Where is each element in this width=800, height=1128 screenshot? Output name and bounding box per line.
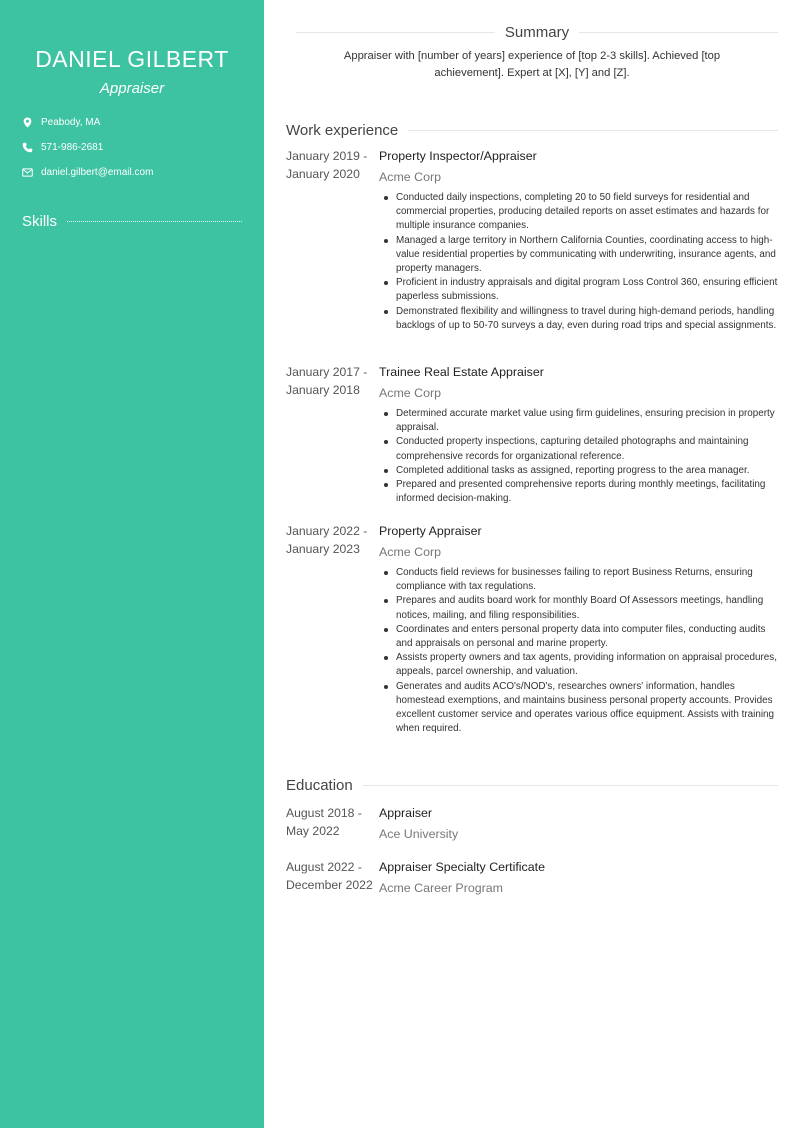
education-dates — [286, 858, 376, 894]
job-bullet: Demonstrated flexibility and willingness to travel during high-demand periods, handling backlogs of up to 50-70 surveys a day, even during road trips and special assignments. — [379, 305, 778, 333]
email-link[interactable]: daniel.gilbert@email.com — [41, 167, 154, 178]
job-bullet: Prepared and presented comprehensive reports during monthly meetings, facilitating informed decision-making. — [379, 478, 778, 506]
education-end-date: May 2022 — [286, 824, 340, 838]
map-pin-icon — [22, 117, 33, 128]
job-bullets — [379, 566, 778, 736]
job-bullet: Conducted property inspections, capturing detailed photographs and maintaining comprehensive records for organizational reference. — [379, 435, 778, 463]
summary-divider-right — [579, 32, 778, 33]
job-bullet: Assists property owners and tax agents, providing information on appraisal procedures, appeals, parcel ownership, and valuation. — [379, 651, 778, 679]
job-bullet: Managed a large territory in Northern California Counties, coordinating access to high-value residential properties by communicating with underwriting, insurance agents, and property managers. — [379, 234, 778, 277]
contact-location — [22, 110, 252, 135]
education-title: Appraiser — [379, 806, 433, 820]
education-body — [379, 858, 778, 897]
job-dates — [286, 363, 376, 399]
education-start-date: August 2022 - — [286, 860, 362, 874]
skills-heading — [22, 213, 242, 230]
candidate-role: Appraiser — [99, 80, 165, 97]
summary-divider-left — [296, 32, 495, 33]
job-dates — [286, 522, 376, 558]
education-school: Ace University — [379, 827, 459, 841]
summary-text: Appraiser with [number of years] experience of [top 2-3 skills]. Achieved [top achievement]. Expert at [X], [Y] and [Z]. — [343, 50, 721, 79]
job-body — [379, 363, 778, 506]
location-text: Peabody, MA — [41, 117, 101, 128]
job-bullet: Completed additional tasks as assigned, reporting progress to the area manager. — [379, 464, 778, 478]
sidebar — [0, 0, 264, 1128]
job-title: Property Appraiser — [379, 524, 482, 538]
job-bullets — [379, 407, 778, 506]
job-bullet: Prepares and audits board work for monthly Board Of Assessors meetings, handling notices, mailing, and filing responsibilities. — [379, 594, 778, 622]
education-body — [379, 804, 778, 843]
job-end-date: January 2023 — [286, 542, 360, 556]
summary-heading — [296, 24, 778, 41]
candidate-name: DANIEL GILBERT — [35, 46, 229, 72]
skills-divider — [67, 221, 242, 222]
education-start-date: August 2018 - — [286, 806, 362, 820]
work-divider — [408, 130, 778, 131]
job-body — [379, 522, 778, 736]
job-title: Trainee Real Estate Appraiser — [379, 365, 544, 379]
job-bullet: Coordinates and enters personal property data into computer files, conducting audits and appraisals on personal and marine property. — [379, 623, 778, 651]
job-body — [379, 147, 778, 333]
phone-text: 571-986-2681 — [41, 142, 104, 153]
work-heading — [286, 122, 778, 139]
education-divider — [363, 785, 778, 786]
job-title: Property Inspector/Appraiser — [379, 149, 537, 163]
job-bullet: Conducts field reviews for businesses failing to report Business Returns, ensuring compliance with tax regulations. — [379, 566, 778, 594]
job-start-date: January 2022 - — [286, 524, 368, 538]
job-bullet: Conducted daily inspections, completing 20 to 50 field surveys for residential and commercial properties, producing detailed reports on asset estimates and hazards for multiple insurance companies. — [379, 191, 778, 234]
job-bullet: Proficient in industry appraisals and digital program Loss Control 360, ensuring efficient paperless submissions. — [379, 276, 778, 304]
job-end-date: January 2020 — [286, 167, 360, 181]
contact-email[interactable] — [22, 160, 252, 185]
phone-icon — [22, 142, 33, 153]
job-bullet: Determined accurate market value using firm guidelines, ensuring precision in property appraisal. — [379, 407, 778, 435]
education-heading-text: Education — [286, 777, 353, 794]
summary-heading-text: Summary — [504, 24, 570, 41]
job-start-date: January 2019 - — [286, 149, 368, 163]
contact-phone — [22, 135, 252, 160]
education-heading — [286, 777, 778, 794]
education-title: Appraiser Specialty Certificate — [379, 860, 545, 874]
contact-list — [22, 110, 252, 185]
job-bullet: Generates and audits ACO's/NOD's, researches owners' information, handles homestead exemptions, and maintains business personal property accounts. Provides excellent customer service and operates various office equipment. Assists with training when required. — [379, 680, 778, 737]
job-company: Acme Corp — [379, 545, 441, 559]
envelope-icon — [22, 167, 33, 178]
education-dates — [286, 804, 376, 840]
job-end-date: January 2018 — [286, 383, 360, 397]
job-start-date: January 2017 - — [286, 365, 368, 379]
job-dates — [286, 147, 376, 183]
education-end-date: December 2022 — [286, 878, 373, 892]
job-bullets — [379, 191, 778, 333]
work-heading-text: Work experience — [286, 122, 399, 139]
job-company: Acme Corp — [379, 386, 441, 400]
skills-heading-text: Skills — [22, 213, 58, 230]
education-school: Acme Career Program — [379, 881, 503, 895]
job-company: Acme Corp — [379, 170, 441, 184]
